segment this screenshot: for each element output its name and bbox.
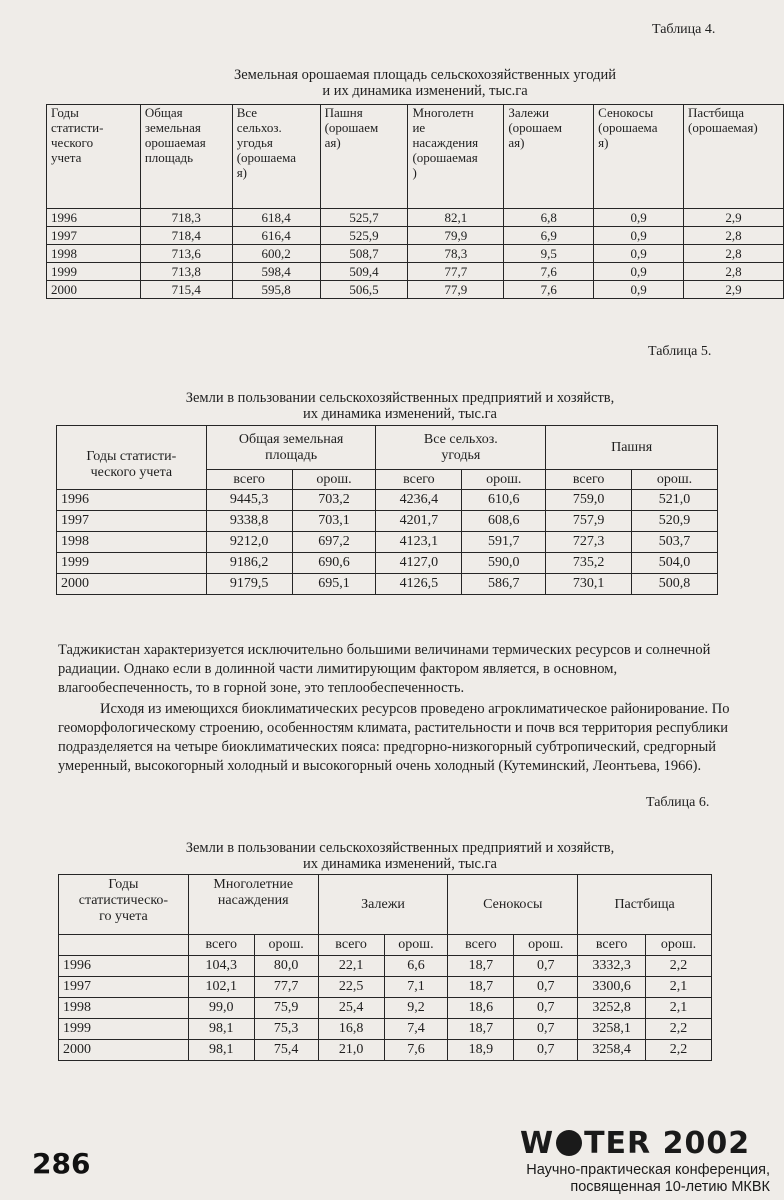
table-row (57, 490, 718, 511)
conference-line-1: Научно-практическая конференция, (526, 1162, 770, 1178)
table-row (47, 245, 784, 263)
data-cell: 616,4 (232, 227, 320, 245)
data-cell: 508,7 (320, 245, 408, 263)
table-row (47, 227, 784, 245)
data-cell: 525,7 (320, 209, 408, 227)
data-cell: 2,8 (684, 245, 784, 263)
data-cell: 713,6 (140, 245, 232, 263)
data-cell: 75,3 (254, 1019, 318, 1040)
paragraph-line: радиации. Однако если в долинной части лимитирующим фактором является, в основном, (58, 661, 618, 677)
data-cell: 520,9 (632, 511, 718, 532)
table6-year-header: Годы статистическо- го учета (59, 875, 189, 935)
table5-title (100, 390, 700, 422)
table4-label: Таблица 4. (652, 22, 716, 37)
table4-header-cell: Многолетн ие насаждения (орошаемая ) (408, 105, 504, 209)
table6-empty-cell (59, 935, 189, 956)
data-cell: 9179,5 (206, 574, 292, 595)
year-cell: 1997 (59, 977, 189, 998)
data-cell: 77,7 (254, 977, 318, 998)
data-cell: 2,2 (646, 1040, 712, 1061)
paragraph-1 (58, 641, 768, 698)
table5-group-header-row (57, 426, 718, 470)
table-row (59, 1040, 712, 1061)
data-cell: 3332,3 (578, 956, 646, 977)
year-cell: 1999 (59, 1019, 189, 1040)
data-cell: 2,9 (684, 281, 784, 299)
data-cell: 2,2 (646, 956, 712, 977)
sub-header-total: всего (546, 470, 632, 490)
data-cell: 4201,7 (376, 511, 462, 532)
table-row (59, 1019, 712, 1040)
data-cell: 18,7 (448, 956, 514, 977)
data-cell: 18,9 (448, 1040, 514, 1061)
data-cell: 7,4 (384, 1019, 448, 1040)
table6-sub-header-row (59, 935, 712, 956)
data-cell: 82,1 (408, 209, 504, 227)
table6 (58, 874, 712, 1061)
data-cell: 0,9 (594, 245, 684, 263)
data-cell: 703,2 (292, 490, 376, 511)
water-drop-icon (556, 1130, 582, 1156)
sub-header-irrigated: орош. (254, 935, 318, 956)
data-cell: 6,9 (504, 227, 594, 245)
data-cell: 703,1 (292, 511, 376, 532)
data-cell: 77,9 (408, 281, 504, 299)
table4-title (150, 67, 700, 99)
data-cell: 727,3 (546, 532, 632, 553)
data-cell: 7,6 (504, 263, 594, 281)
table5-title-line2: их динамика изменений, тыс.га (303, 406, 497, 422)
data-cell: 595,8 (232, 281, 320, 299)
logo-text-left: W (520, 1126, 555, 1161)
table6-group-header: Пастбища (578, 875, 712, 935)
table5 (56, 425, 718, 595)
data-cell: 730,1 (546, 574, 632, 595)
year-cell: 1996 (59, 956, 189, 977)
year-cell: 1998 (59, 998, 189, 1019)
sub-header-total: всего (448, 935, 514, 956)
data-cell: 735,2 (546, 553, 632, 574)
year-cell: 1999 (57, 553, 207, 574)
table6-group-header-row (59, 875, 712, 935)
table-row (59, 977, 712, 998)
table-row (57, 574, 718, 595)
data-cell: 18,6 (448, 998, 514, 1019)
conference-line-2: посвященная 10-летию МКВК (570, 1179, 770, 1195)
table-row (59, 998, 712, 1019)
table4-header-cell: Все сельхоз. угодья (орошаема я) (232, 105, 320, 209)
data-cell: 591,7 (462, 532, 546, 553)
data-cell: 718,4 (140, 227, 232, 245)
sub-header-total: всего (206, 470, 292, 490)
table5-label: Таблица 5. (648, 344, 712, 359)
year-cell: 1997 (57, 511, 207, 532)
year-cell: 2000 (59, 1040, 189, 1061)
table5-year-header: Годы статисти- ческого учета (57, 426, 207, 490)
data-cell: 6,6 (384, 956, 448, 977)
year-cell: 1997 (47, 227, 141, 245)
table4-header-cell: Сенокосы (орошаема я) (594, 105, 684, 209)
data-cell: 3300,6 (578, 977, 646, 998)
data-cell: 7,6 (504, 281, 594, 299)
table6-group-header: Залежи (318, 875, 448, 935)
data-cell: 18,7 (448, 1019, 514, 1040)
data-cell: 21,0 (318, 1040, 384, 1061)
data-cell: 102,1 (188, 977, 254, 998)
data-cell: 3252,8 (578, 998, 646, 1019)
table4-header-cell: Общая земельная орошаемая площадь (140, 105, 232, 209)
data-cell: 757,9 (546, 511, 632, 532)
sub-header-irrigated: орош. (646, 935, 712, 956)
data-cell: 4127,0 (376, 553, 462, 574)
data-cell: 690,6 (292, 553, 376, 574)
table6-group-header: Сенокосы (448, 875, 578, 935)
data-cell: 2,8 (684, 263, 784, 281)
data-cell: 3258,1 (578, 1019, 646, 1040)
data-cell: 78,3 (408, 245, 504, 263)
data-cell: 509,4 (320, 263, 408, 281)
sub-header-total: всего (376, 470, 462, 490)
table6-title-line2: их динамика изменений, тыс.га (303, 856, 497, 872)
paragraph-line: геоморфологическому строению, особенностям климата, растительности и почв вся территория республики (58, 720, 728, 736)
data-cell: 6,8 (504, 209, 594, 227)
table5-group-header: Пашня (546, 426, 718, 470)
year-cell: 1996 (57, 490, 207, 511)
data-cell: 4123,1 (376, 532, 462, 553)
data-cell: 759,0 (546, 490, 632, 511)
data-cell: 610,6 (462, 490, 546, 511)
data-cell: 79,9 (408, 227, 504, 245)
data-cell: 9,5 (504, 245, 594, 263)
data-cell: 608,6 (462, 511, 546, 532)
data-cell: 22,1 (318, 956, 384, 977)
table4 (46, 104, 784, 299)
data-cell: 715,4 (140, 281, 232, 299)
data-cell: 718,3 (140, 209, 232, 227)
sub-header-irrigated: орош. (462, 470, 546, 490)
data-cell: 0,7 (514, 998, 578, 1019)
data-cell: 75,4 (254, 1040, 318, 1061)
data-cell: 9212,0 (206, 532, 292, 553)
data-cell: 0,9 (594, 263, 684, 281)
paragraph-line: умеренный, высокогорный холодный и высокогорный очень холодный (Кутеминский, Леонтьева, 1966). (58, 758, 702, 774)
water-2002-logo (520, 1126, 750, 1161)
data-cell: 2,1 (646, 998, 712, 1019)
year-cell: 1998 (47, 245, 141, 263)
data-cell: 16,8 (318, 1019, 384, 1040)
year-cell: 2000 (57, 574, 207, 595)
sub-header-irrigated: орош. (292, 470, 376, 490)
data-cell: 25,4 (318, 998, 384, 1019)
table4-title-line1: Земельная орошаемая площадь сельскохозяйственных угодий (233, 67, 616, 83)
data-cell: 586,7 (462, 574, 546, 595)
year-cell: 2000 (47, 281, 141, 299)
sub-header-total: всего (578, 935, 646, 956)
data-cell: 697,2 (292, 532, 376, 553)
table-row (59, 956, 712, 977)
data-cell: 2,2 (646, 1019, 712, 1040)
sub-header-irrigated: орош. (632, 470, 718, 490)
data-cell: 713,8 (140, 263, 232, 281)
table4-header-cell: Пашня (орошаем ая) (320, 105, 408, 209)
sub-header-total: всего (188, 935, 254, 956)
data-cell: 0,7 (514, 1019, 578, 1040)
data-cell: 525,9 (320, 227, 408, 245)
data-cell: 503,7 (632, 532, 718, 553)
table4-title-line2: и их динамика изменений, тыс.га (322, 83, 528, 99)
table4-header-row (47, 105, 784, 209)
data-cell: 0,9 (594, 281, 684, 299)
table4-header-cell: Пастбища (орошаемая) (684, 105, 784, 209)
data-cell: 9186,2 (206, 553, 292, 574)
year-cell: 1998 (57, 532, 207, 553)
table4-header-cell: Залежи (орошаем ая) (504, 105, 594, 209)
table6-label: Таблица 6. (646, 795, 710, 810)
data-cell: 104,3 (188, 956, 254, 977)
paragraph-line: влагообеспеченность, то в горной зоне, это теплообеспеченность. (58, 680, 465, 696)
table5-group-header: Общая земельная площадь (206, 426, 376, 470)
data-cell: 600,2 (232, 245, 320, 263)
data-cell: 9,2 (384, 998, 448, 1019)
year-cell: 1999 (47, 263, 141, 281)
table-row (57, 553, 718, 574)
data-cell: 598,4 (232, 263, 320, 281)
data-cell: 7,1 (384, 977, 448, 998)
paragraph-line: подразделяется на четыре биоклиматических пояса: предгорно-низкогорный субтропический, средгорный (58, 739, 716, 755)
data-cell: 22,5 (318, 977, 384, 998)
data-cell: 77,7 (408, 263, 504, 281)
table6-group-header: Многолетние насаждения (188, 875, 318, 935)
sub-header-irrigated: орош. (514, 935, 578, 956)
table-row (57, 532, 718, 553)
table5-group-header: Все сельхоз. угодья (376, 426, 546, 470)
data-cell: 4126,5 (376, 574, 462, 595)
paragraph-line: Таджикистан характеризуется исключительно большими величинами термических ресурсов и солнечной (58, 642, 711, 658)
sub-header-total: всего (318, 935, 384, 956)
table6-title (100, 840, 700, 872)
table-row (47, 281, 784, 299)
year-cell: 1996 (47, 209, 141, 227)
data-cell: 0,9 (594, 227, 684, 245)
data-cell: 0,7 (514, 1040, 578, 1061)
table6-title-line1: Земли в пользовании сельскохозяйственных предприятий и хозяйств, (185, 840, 615, 856)
data-cell: 7,6 (384, 1040, 448, 1061)
table-row (47, 263, 784, 281)
data-cell: 504,0 (632, 553, 718, 574)
data-cell: 618,4 (232, 209, 320, 227)
table4-header-cell: Годы статисти- ческого учета (47, 105, 141, 209)
data-cell: 2,8 (684, 227, 784, 245)
paragraph-line: Исходя из имеющихся биоклиматических ресурсов проведено агроклиматическое районирование. По (100, 701, 730, 717)
data-cell: 9445,3 (206, 490, 292, 511)
data-cell: 3258,4 (578, 1040, 646, 1061)
data-cell: 500,8 (632, 574, 718, 595)
data-cell: 99,0 (188, 998, 254, 1019)
paragraph-2 (58, 700, 768, 776)
data-cell: 0,7 (514, 956, 578, 977)
data-cell: 695,1 (292, 574, 376, 595)
data-cell: 590,0 (462, 553, 546, 574)
data-cell: 80,0 (254, 956, 318, 977)
data-cell: 0,9 (594, 209, 684, 227)
page-number: 286 (32, 1147, 91, 1180)
table5-title-line1: Земли в пользовании сельскохозяйственных предприятий и хозяйств, (185, 390, 615, 406)
data-cell: 98,1 (188, 1040, 254, 1061)
data-cell: 2,1 (646, 977, 712, 998)
logo-text-right: TER 2002 (584, 1126, 751, 1161)
data-cell: 75,9 (254, 998, 318, 1019)
data-cell: 4236,4 (376, 490, 462, 511)
table-row (47, 209, 784, 227)
data-cell: 521,0 (632, 490, 718, 511)
data-cell: 506,5 (320, 281, 408, 299)
data-cell: 18,7 (448, 977, 514, 998)
sub-header-irrigated: орош. (384, 935, 448, 956)
data-cell: 0,7 (514, 977, 578, 998)
data-cell: 9338,8 (206, 511, 292, 532)
data-cell: 2,9 (684, 209, 784, 227)
data-cell: 98,1 (188, 1019, 254, 1040)
table-row (57, 511, 718, 532)
